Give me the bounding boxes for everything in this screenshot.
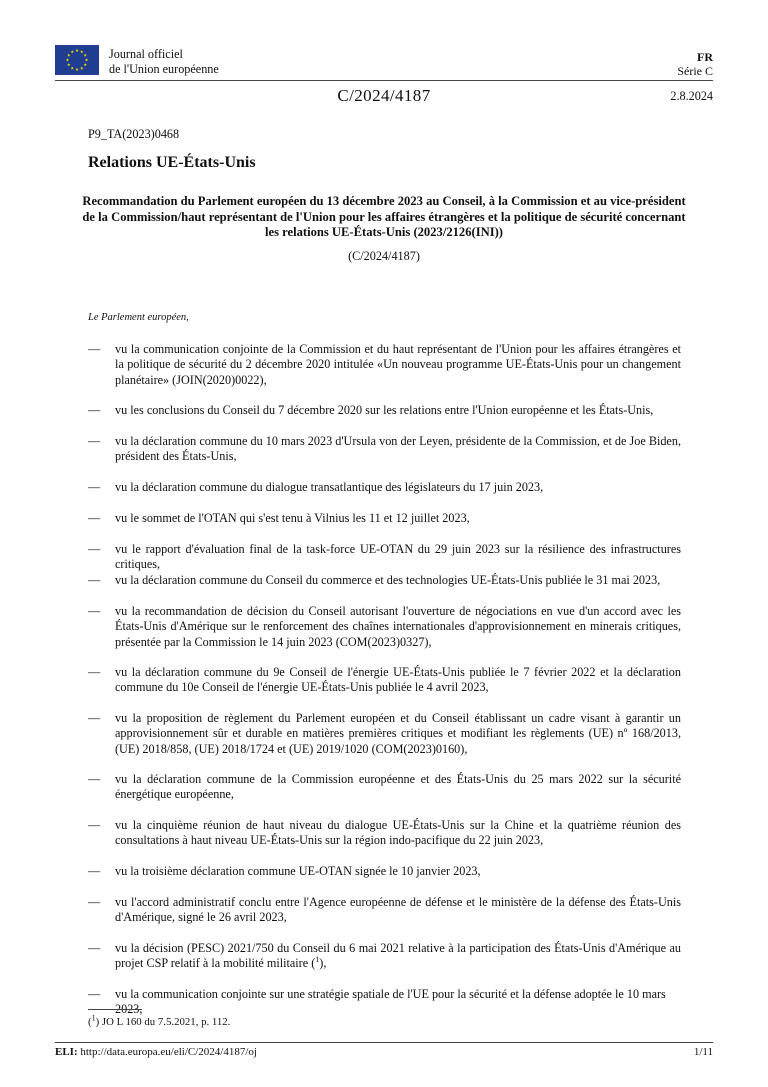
eli-link[interactable]: http://data.europa.eu/eli/C/2024/4187/oj	[80, 1046, 257, 1058]
citation-dash: —	[88, 864, 101, 878]
citation-text: vu la déclaration commune du 9e Conseil de l'énergie UE-États-Unis publiée le 7 février 2022 et la déclaration commune du 10e Conseil de l'énergie UE-États-Unis publiée le 4 avril 2023,	[115, 665, 681, 695]
citation-text: vu la déclaration commune de la Commission européenne et des États-Unis du 25 mars 2022 sur la sécurité énergétique européenne,	[115, 772, 681, 802]
citation-item	[88, 864, 681, 879]
citation-dash: —	[88, 895, 101, 909]
citation-item	[88, 342, 681, 388]
eli-reference	[55, 1046, 257, 1058]
citation-dash: —	[88, 542, 101, 556]
citation-text: vu la troisième déclaration commune UE-OTAN signée le 10 janvier 2023,	[115, 864, 481, 878]
footnote-text: JO L 160 du 7.5.2021, p. 112.	[101, 1016, 231, 1028]
publication-date: 2.8.2024	[670, 89, 713, 103]
language-series	[677, 50, 713, 78]
citation-text: vu la communication conjointe de la Commission et du haut représentant de l'Union pour les affaires étrangères et la politique de sécurité du 2 décembre 2020 intitulée «Un nouveau programme UE-États-Unis pour un changement planétaire» (JOIN(2020)0022),	[115, 342, 681, 387]
citation-dash: —	[88, 818, 101, 832]
citation-text: vu le rapport d'évaluation final de la task-force UE-OTAN du 29 juin 2023 sur la résilience des infrastructures critiques,	[115, 542, 681, 572]
citation-item	[88, 895, 681, 926]
eu-star-icon	[85, 58, 88, 61]
eu-flag-logo	[55, 45, 99, 75]
citation-dash: —	[88, 403, 101, 417]
eu-star-icon	[67, 63, 70, 66]
eu-star-icon	[75, 49, 78, 52]
journal-name	[109, 47, 219, 76]
citation-text: vu la déclaration commune du 10 mars 2023 d'Ursula von der Leyen, présidente de la Commission, et de Joe Biden, président des États-Unis,	[115, 434, 681, 464]
citation-dash: —	[88, 511, 101, 525]
eu-star-icon	[71, 50, 74, 53]
eu-star-icon	[67, 54, 70, 57]
citation-text: vu la décision (PESC) 2021/750 du Conseil du 6 mai 2021 relative à la participation des États-Unis d'Amérique au projet CSP relatif à la mobilité militaire ($^1$),	[115, 941, 681, 971]
eu-star-icon	[66, 58, 69, 61]
eu-star-icon	[71, 67, 74, 70]
journal-name-line2: de l'Union européenne	[109, 61, 219, 76]
citation-item	[88, 403, 681, 418]
citation-text: vu les conclusions du Conseil du 7 décembre 2020 sur les relations entre l'Union européenne et les États-Unis,	[115, 403, 654, 417]
citation-item	[88, 665, 681, 696]
citation-dash: —	[88, 342, 101, 356]
citation-item	[88, 573, 681, 588]
footer-divider	[55, 1042, 713, 1043]
eli-label: ELI:	[55, 1046, 78, 1058]
series-label: Série C	[677, 64, 713, 78]
intro-line: Le Parlement européen,	[88, 312, 189, 323]
citation-dash: —	[88, 434, 101, 448]
citation-dash: —	[88, 711, 101, 725]
eu-star-icon	[75, 68, 78, 71]
citation-dash: —	[88, 480, 101, 494]
citation-item	[88, 772, 681, 803]
citation-dash: —	[88, 941, 101, 955]
citation-item	[88, 711, 681, 757]
header-divider	[55, 80, 713, 81]
procedure-reference: P9_TA(2023)0468	[88, 127, 180, 141]
footnote-ref[interactable]: 1	[315, 955, 320, 965]
citation-dash: —	[88, 772, 101, 786]
citation-item	[88, 818, 681, 849]
eu-stars-icon	[55, 45, 99, 75]
citation-item	[88, 511, 681, 526]
citation-item	[88, 480, 681, 495]
eu-star-icon	[84, 63, 87, 66]
citation-item	[88, 941, 681, 972]
footnote	[88, 1013, 231, 1028]
citation-text: vu la cinquième réunion de haut niveau du dialogue UE-États-Unis sur la Chine et la quatrième réunion des consultations à haut niveau UE-États-Unis sur la région indo-pacifique du 22 juin 2023,	[115, 818, 681, 848]
citation-dash: —	[88, 573, 101, 587]
citation-item	[88, 987, 681, 1018]
language-code: FR	[697, 50, 713, 64]
citation-item	[88, 434, 681, 465]
citation-text: vu la déclaration commune du Conseil du commerce et des technologies UE-États-Unis publiée le 31 mai 2023,	[115, 573, 661, 587]
citation-text: vu la déclaration commune du dialogue transatlantique des législateurs du 17 juin 2023,	[115, 480, 544, 494]
citation-dash: —	[88, 665, 101, 679]
footnote-divider	[88, 1009, 142, 1010]
journal-name-line1: Journal officiel	[109, 47, 183, 61]
citation-dash: —	[88, 604, 101, 618]
document-title: Relations UE-États-Unis	[88, 154, 256, 171]
eu-star-icon	[84, 54, 87, 57]
page-number: 1/11	[693, 1046, 713, 1058]
document-subtitle: Recommandation du Parlement européen du 13 décembre 2023 au Conseil, à la Commission et au vice-président de la Commission/haut représentant de l'Union pour les affaires étrangères et la politique de sécurité concernant les relations UE-États-Unis (2023/2126(INI))	[82, 194, 686, 239]
eu-star-icon	[80, 50, 83, 53]
footnote-marker: ($^1$)	[88, 1013, 100, 1028]
citation-text: vu la communication conjointe sur une stratégie spatiale de l'UE pour la sécurité et la défense adoptée le 10 mars 2023,	[115, 987, 666, 1017]
eu-star-icon	[80, 67, 83, 70]
subtitle-reference: (C/2024/4187)	[348, 249, 420, 263]
citation-text: vu le sommet de l'OTAN qui s'est tenu à Vilnius les 11 et 12 juillet 2023,	[115, 511, 470, 525]
citation-item	[88, 542, 681, 573]
citation-item	[88, 604, 681, 650]
citation-dash: —	[88, 987, 101, 1001]
document-number: C/2024/4187	[337, 86, 431, 105]
citation-text: vu la proposition de règlement du Parlement européen et du Conseil établissant un cadre visant à garantir un approvisionnement sûr et durable en matières premières critiques et modifiant les règlements (UE) nº 168/2013, (UE) 2018/858, (UE) 2018/1724 et (UE) 2019/1020 (COM(2023)0160),	[115, 711, 681, 756]
citation-text: vu la recommandation de décision du Conseil autorisant l'ouverture de négociations en vue d'un accord avec les États-Unis d'Amérique sur le renforcement des chaînes internationales d'approvisionnement en minerais critiques, présentée par la Commission le 14 juin 2023 (COM(2023)0327),	[115, 604, 681, 649]
citation-text: vu l'accord administratif conclu entre l'Agence européenne de défense et le ministère de la défense des États-Unis d'Amérique, signé le 26 avril 2023,	[115, 895, 681, 925]
